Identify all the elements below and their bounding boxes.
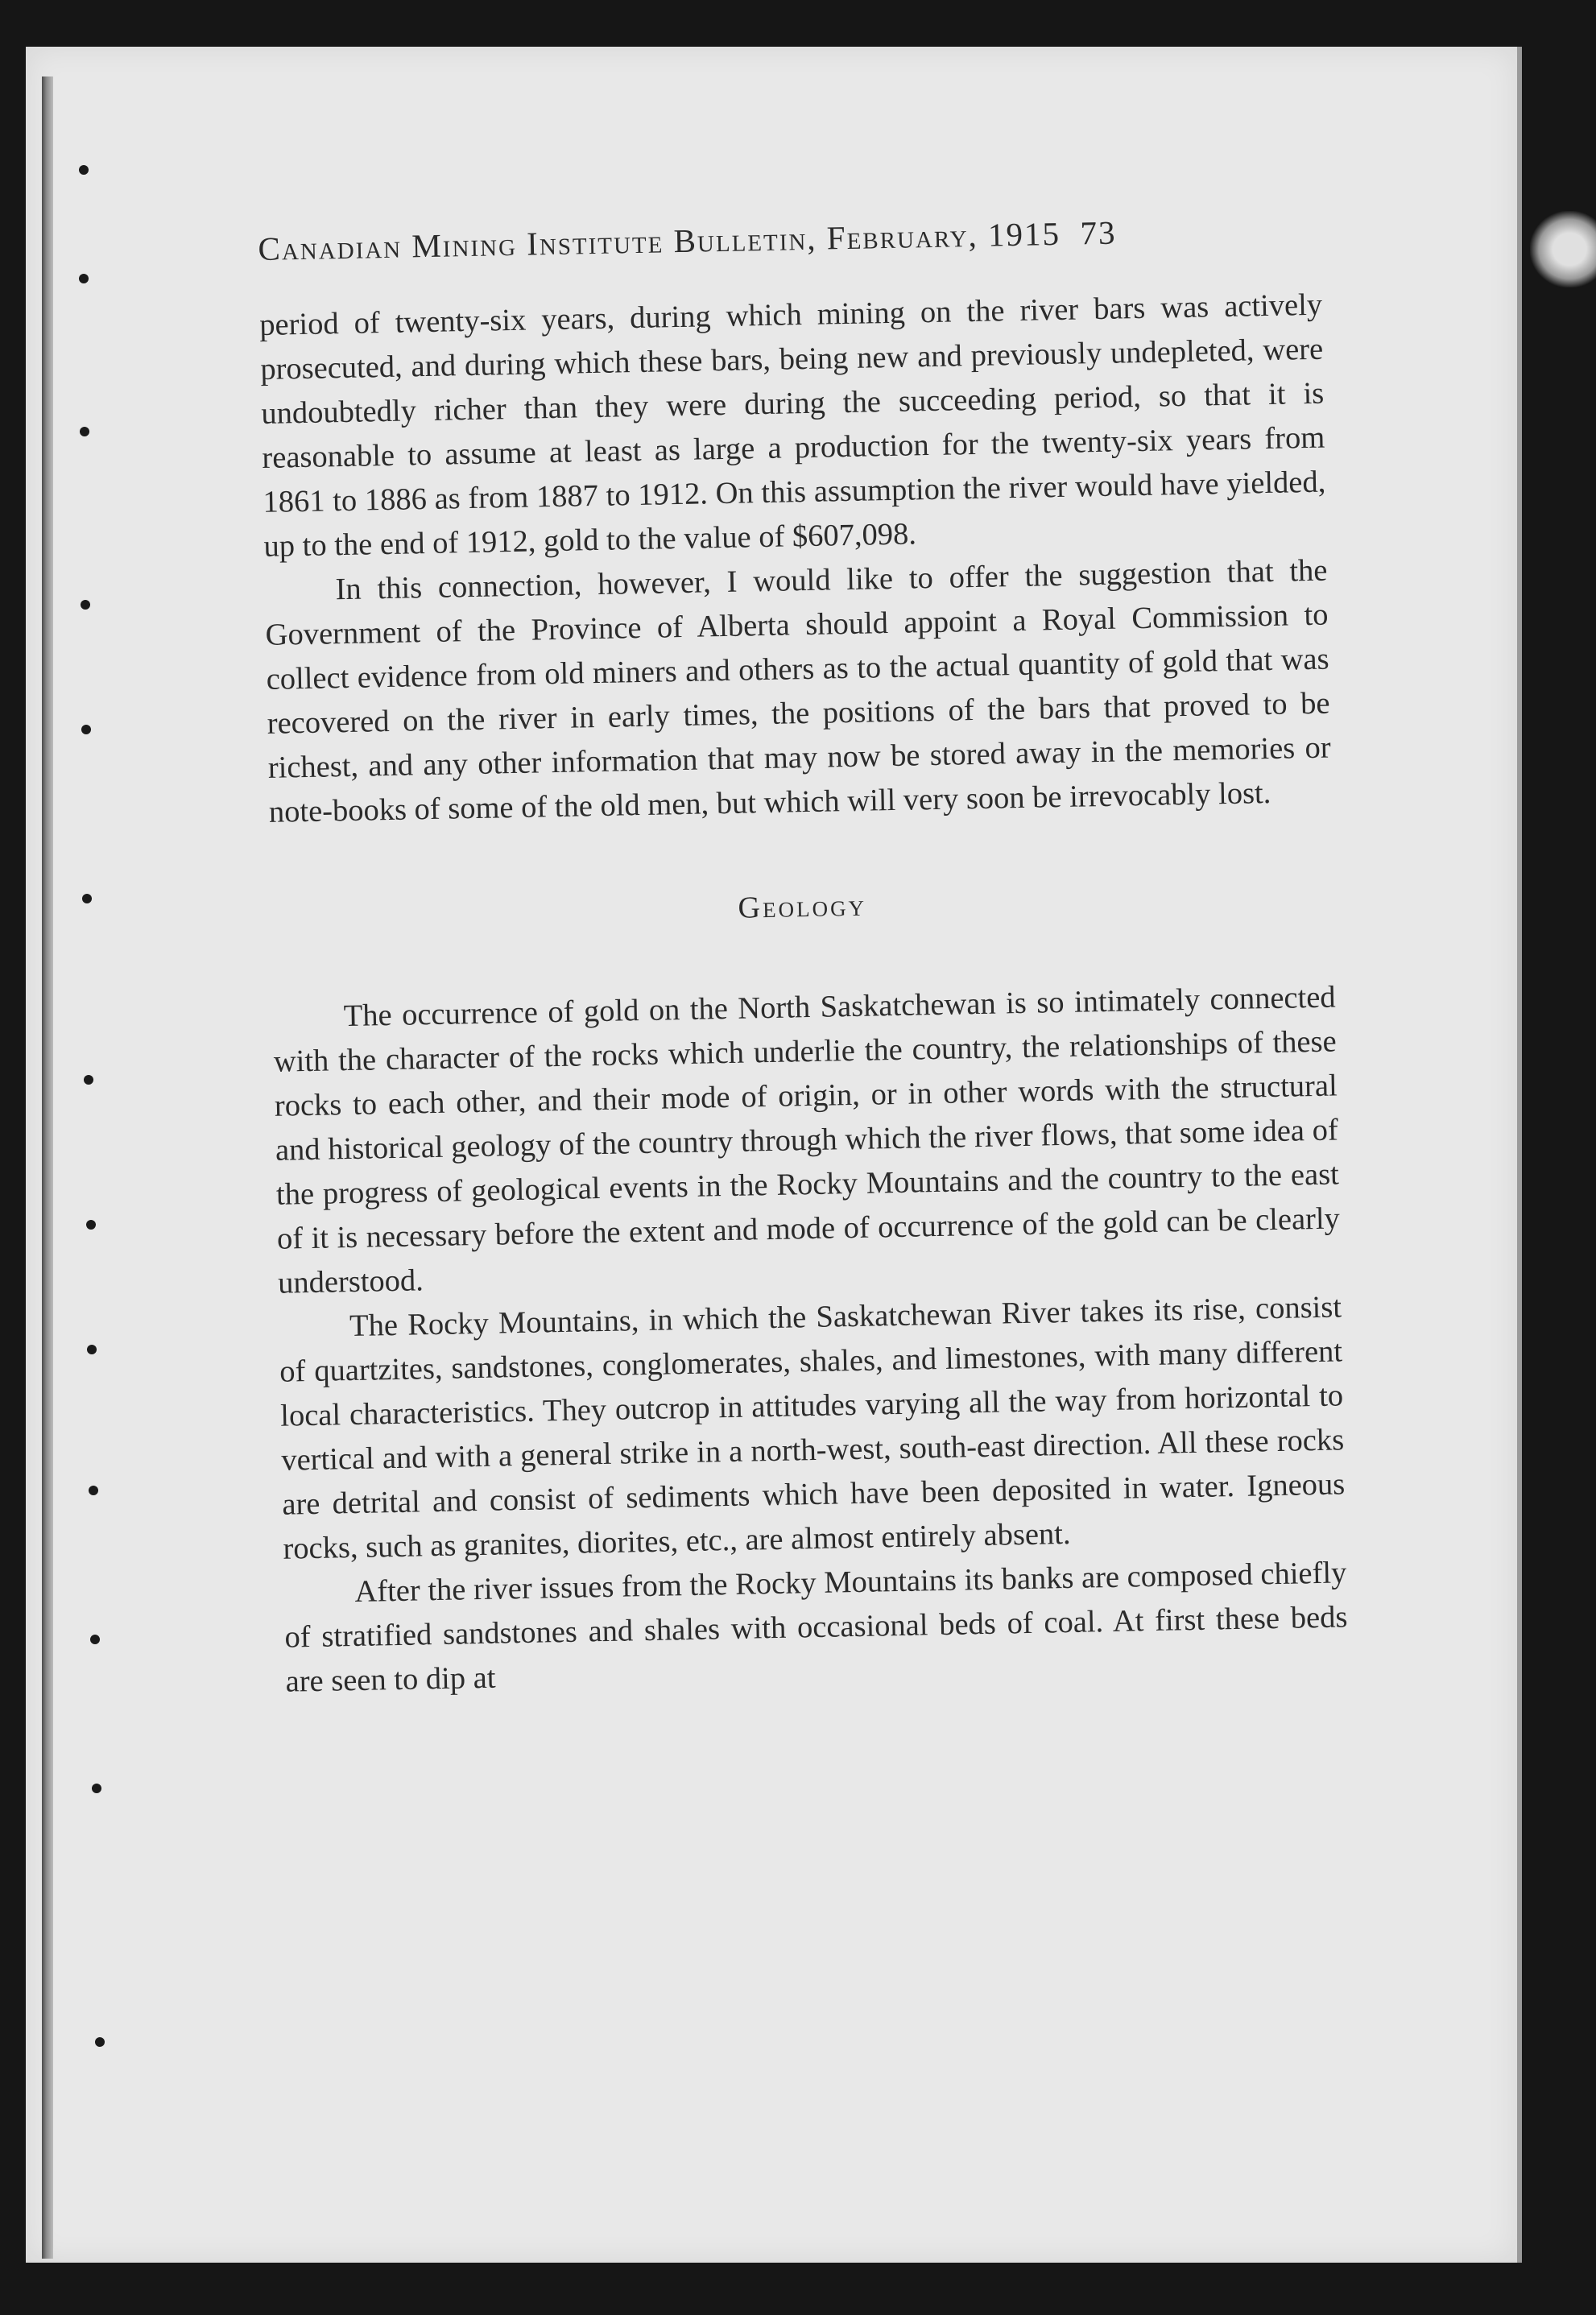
paper-scrap (1530, 211, 1596, 287)
page-edge (1517, 47, 1522, 2263)
running-title: Canadian Mining Institute Bulletin, February, 1915 (258, 214, 1061, 267)
binding-hole (95, 2037, 105, 2047)
binding-hole (81, 600, 90, 610)
binding-hole (82, 894, 92, 903)
binding-hole (80, 427, 89, 436)
paragraph: The occurrence of gold on the North Saskatchewan is so intimately connected with the character of the rocks which underlie the country, the relationships of these rocks to each other, and their mode of origin, or in other words with the structural and historical geology of the country through which the river flows, that some idea of the progress of geological events in the Rocky Mountains and the country to the east of it is necessary before the extent and mode of occurrence of the gold can be clearly understood. (273, 980, 1341, 1300)
binding-hole (86, 1220, 96, 1230)
binding-hole (90, 1635, 100, 1644)
binding-hole (79, 274, 89, 283)
paragraph: period of twenty-six years, during which mining on the river bars was actively prosecuted, and during which these bars, being new and previously undepleted, were undoubtedly richer than they were during the succeeding period, so that it is reasonable to assume at least as large a production for the twenty-six years from 1861 to 1886 as from 1887 to 1912. On this assumption the river would have yielded, up to the end of 1912, gold to the value of $607,098. (258, 287, 1326, 564)
binding-hole (79, 165, 89, 175)
paragraph: The Rocky Mountains, in which the Saskatchewan River takes its rise, consist of quartzites, sandstones, conglomerates, shales, and limestones, with many different local characteristics. They outcrop in attitudes varying all the way from horizontal to vertical and with a general strike in a north-west, south-east direction. All these rocks are detrital and consist of sediments which have been deposited in water. Igneous rocks, such as granites, diorites, etc., are almost entirely absent. (279, 1290, 1346, 1566)
paragraph: After the river issues from the Rocky Mountains its banks are composed chiefly of stratified sandstones and shales with occasional beds of coal. At first these beds are seen to dip at (284, 1556, 1348, 1699)
paragraph: In this connection, however, I would like to offer the suggestion that the Government of the Province of Alberta should appoint a Royal Commission to collect evidence from old miners and others as to the actual quantity of gold that was recovered on the river in early times, the positions of the bars that proved to be richest, and any other information that may now be stored away in the memories or note-books of some of the old men, but which will very soon be irrevocably lost. (265, 553, 1332, 829)
page-content (258, 209, 1349, 1705)
binding-hole (81, 725, 91, 734)
binding-hole (89, 1486, 98, 1495)
binding-strip (42, 76, 53, 2259)
binding-hole (84, 1075, 93, 1085)
section-heading: Geology (738, 888, 867, 925)
binding-hole (92, 1784, 101, 1793)
binding-hole (87, 1345, 97, 1354)
page-number: 73 (1080, 213, 1117, 252)
